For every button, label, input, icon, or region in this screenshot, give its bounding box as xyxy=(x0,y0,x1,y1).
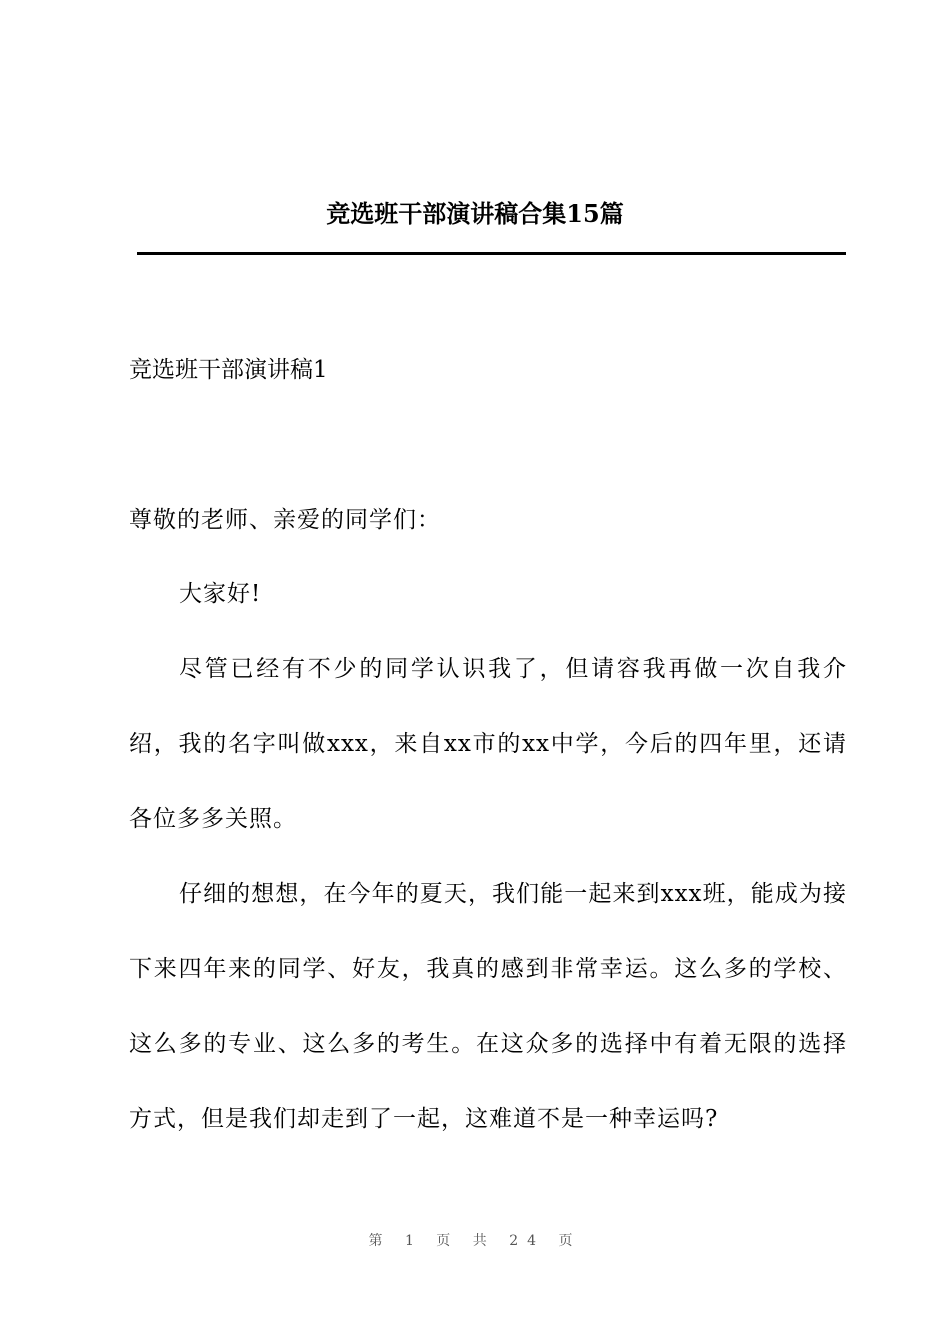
hello-paragraph: 大家好! xyxy=(179,581,262,607)
document-title: 竞选班干部演讲稿合集15篇 xyxy=(326,199,624,228)
page-number-footer: 第 1 页 共 24 页 xyxy=(368,1233,582,1249)
title-underline-rule xyxy=(137,252,846,255)
intro-paragraph: 尽管已经有不少的同学认识我了，但请容我再做一次自我介绍，我的名字叫做xxx，来自xx市的xx中学，今后的四年里，还请各位多多关照。 xyxy=(129,656,847,832)
greeting-paragraph: 尊敬的老师、亲爱的同学们： xyxy=(129,507,441,533)
section-heading: 竞选班干部演讲稿1 xyxy=(129,357,328,383)
reflection-paragraph: 仔细的想想，在今年的夏天，我们能一起来到xxx班，能成为接下来四年来的同学、好友，我真的感到非常幸运。这么多的学校、这么多的专业、这么多的考生。在这众多的选择中有着无限的选择方式，但是我们却走到了一起，这难道不是一种幸运吗? xyxy=(129,881,847,1132)
